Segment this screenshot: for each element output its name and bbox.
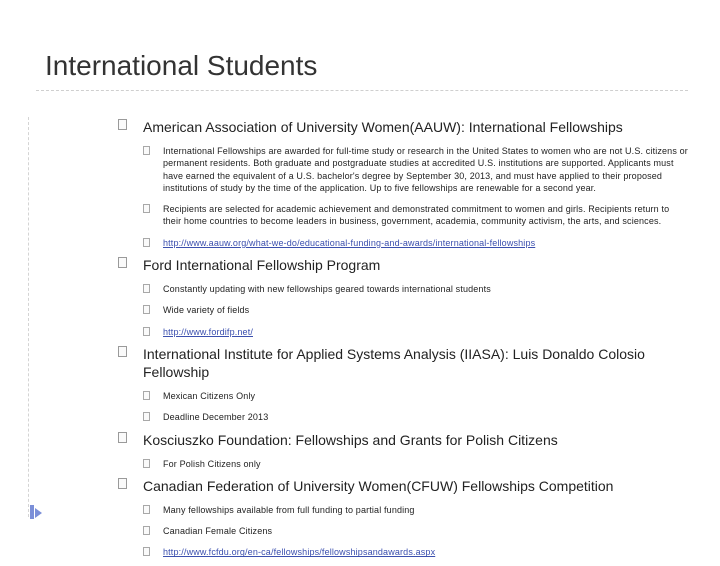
title-divider [36,90,688,91]
bullet-level2 [0,390,720,402]
bullet-level1 [0,345,720,381]
bullet-box-icon [143,526,150,535]
bullet-box-icon [143,391,150,400]
bullet-level2 [0,283,720,295]
section-heading: American Association of University Women(AAUW): International Fellowships [143,119,623,135]
bullet-level1 [0,431,720,449]
section-heading: Canadian Federation of University Women(CFUW) Fellowships Competition [143,477,614,494]
bullet-level2 [0,203,720,228]
bullet-box-icon [143,459,150,468]
section-kosciuszko [0,431,720,470]
bullet-level1 [0,477,720,495]
bullet-box-icon [118,346,127,357]
bullet-level2 [0,458,720,470]
bullet-level2 [0,145,720,194]
bullet-text: International Fellowships are awarded for full-time study or research in the United States to women who are not U.S. citizens or permanent residents. Both graduate and postgraduate studies at accredited U.S. institutions are supported. Applicants must have earned the equivalent of a U.S. bachelor's degree by September 30, 2013, and must have applied to their proposed institutions of study by the time of the application. Up to five fellowships are renewable for a second year. [163,146,688,193]
bullet-level2 [0,546,720,558]
slide-title: International Students [45,50,318,81]
section-ford [0,256,720,338]
bullet-text: Wide variety of fields [163,305,250,316]
bullet-box-icon [118,257,127,268]
section-heading: Kosciuszko Foundation: Fellowships and Grants for Polish Citizens [143,431,558,448]
bullet-box-icon [143,238,150,247]
bullet-list [0,118,720,566]
bullet-level2 [0,504,720,516]
section-iiasa [0,345,720,424]
bullet-text: Many fellowships available from full funding to partial funding [163,504,415,515]
bullet-box-icon [143,284,150,293]
bullet-box-icon [143,505,150,514]
bullet-text: Mexican Citizens Only [163,390,256,401]
bullet-text: Constantly updating with new fellowships geared towards international students [163,284,491,295]
bullet-text: Deadline December 2013 [163,412,269,423]
cfuw-link[interactable]: http://www.fcfdu.org/en-ca/fellowships/fellowshipsandawards.aspx [163,547,436,558]
section-heading: International Institute for Applied Systems Analysis (IIASA): Luis Donaldo Colosio Fellowship [143,345,645,380]
bullet-level2 [0,237,720,249]
section-cfuw [0,477,720,559]
section-heading: Ford International Fellowship Program [143,257,381,274]
bullet-level2 [0,525,720,537]
section-aauw [0,118,720,249]
bullet-level1 [0,256,720,274]
bullet-text: Recipients are selected for academic achievement and demonstrated commitment to women and girls. Recipients return to their home countries to become leaders in business, government, academia, community activism, the arts, and sciences. [163,204,670,227]
bullet-box-icon [118,432,127,443]
bullet-text: Canadian Female Citizens [163,526,273,537]
bullet-text: For Polish Citizens only [163,458,261,469]
bullet-level2 [0,326,720,338]
bullet-level1 [0,118,720,136]
bullet-box-icon [143,412,150,421]
ford-link[interactable]: http://www.fordifp.net/ [163,326,253,337]
bullet-level2 [0,411,720,423]
bullet-box-icon [118,119,127,130]
aauw-link[interactable]: http://www.aauw.org/what-we-do/educational-funding-and-awards/international-fellowships [163,237,536,248]
bullet-box-icon [143,327,150,336]
bullet-box-icon [143,547,150,556]
bullet-box-icon [118,478,127,489]
bullet-box-icon [143,146,150,155]
bullet-box-icon [143,204,150,213]
bullet-level2 [0,304,720,316]
bullet-box-icon [143,305,150,314]
